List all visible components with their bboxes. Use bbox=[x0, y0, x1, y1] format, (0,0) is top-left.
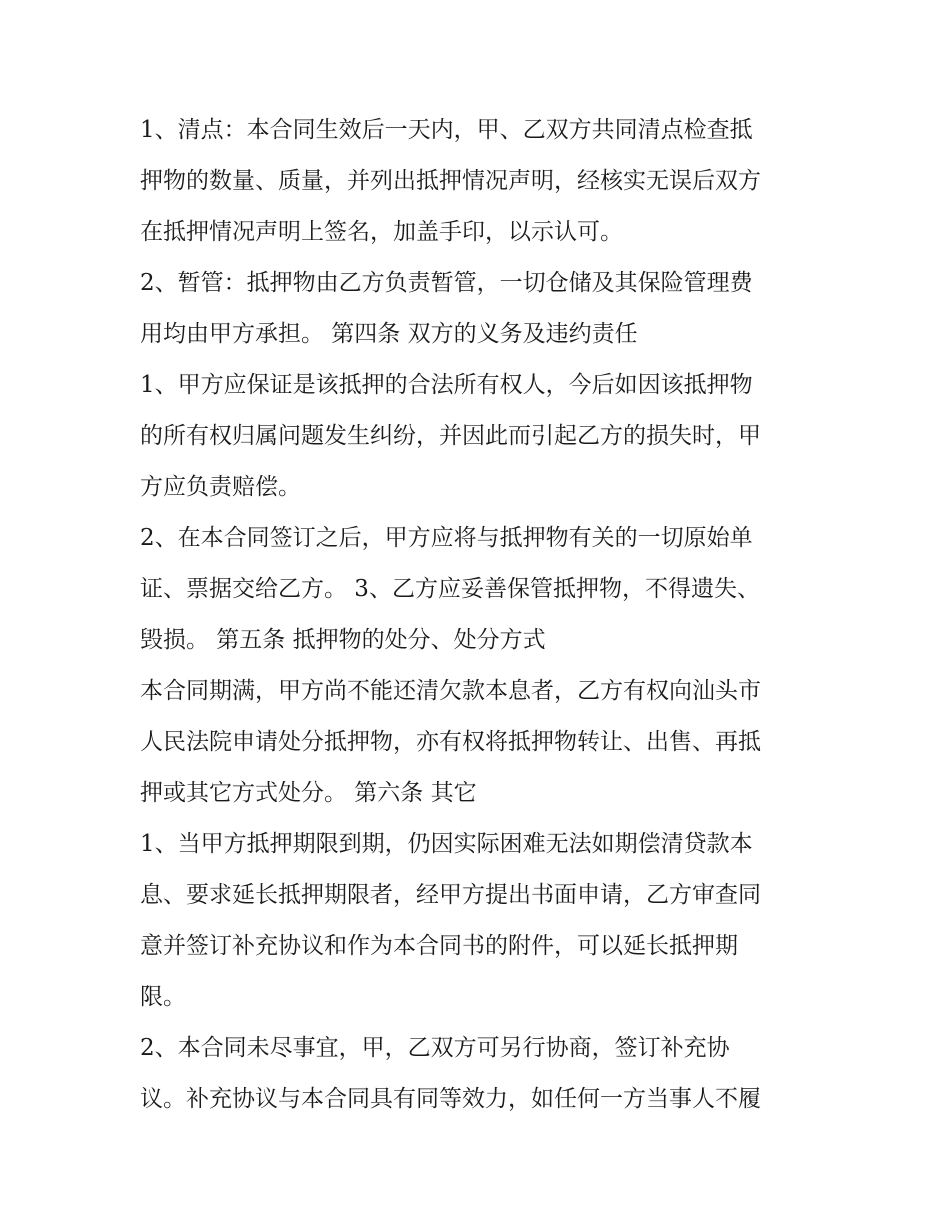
text-line: 证、票据交给乙方。 3、乙方应妥善保管抵押物，不得遗失、 bbox=[140, 576, 760, 602]
text-line: 1、清点：本合同生效后一天内，甲、乙双方共同清点检查抵 bbox=[140, 117, 753, 143]
text-line: 人民法院申请处分抵押物，亦有权将抵押物转让、出售、再抵 bbox=[140, 729, 761, 755]
text-line: 议。补充协议与本合同具有同等效力，如任何一方当事人不履 bbox=[140, 1086, 761, 1112]
document-body bbox=[140, 105, 830, 1125]
text-line: 用均由甲方承担。 第四条 双方的义务及违约责任 bbox=[140, 321, 638, 347]
text-line: 限。 bbox=[140, 984, 186, 1010]
text-line: 的所有权归属问题发生纠纷，并因此而引起乙方的损失时，甲 bbox=[140, 423, 761, 449]
text-line: 毁损。 第五条 抵押物的处分、处分方式 bbox=[140, 627, 546, 653]
text-line: 2、暂管：抵押物由乙方负责暂管，一切仓储及其保险管理费 bbox=[140, 270, 753, 296]
text-line: 1、当甲方抵押期限到期，仍因实际困难无法如期偿清贷款本 bbox=[140, 831, 753, 857]
text-line: 2、在本合同签订之后，甲方应将与抵押物有关的一切原始单 bbox=[140, 525, 753, 551]
text-line: 2、本合同未尽事宜，甲，乙双方可另行协商，签订补充协 bbox=[140, 1035, 730, 1061]
text-line: 在抵押情况声明上签名，加盖手印，以示认可。 bbox=[140, 219, 623, 245]
text-line: 1、甲方应保证是该抵押的合法所有权人，今后如因该抵押物 bbox=[140, 372, 753, 398]
text-line: 押物的数量、质量，并列出抵押情况声明，经核实无误后双方 bbox=[140, 168, 761, 194]
text-line: 方应负责赔偿。 bbox=[140, 474, 301, 500]
text-line: 本合同期满，甲方尚不能还清欠款本息者，乙方有权向汕头市 bbox=[140, 678, 761, 704]
text-line: 押或其它方式处分。 第六条 其它 bbox=[140, 780, 477, 806]
text-line: 息、要求延长抵押期限者，经甲方提出书面申请，乙方审查同 bbox=[140, 882, 761, 908]
text-line: 意并签订补充协议和作为本合同书的附件，可以延长抵押期 bbox=[140, 933, 738, 959]
